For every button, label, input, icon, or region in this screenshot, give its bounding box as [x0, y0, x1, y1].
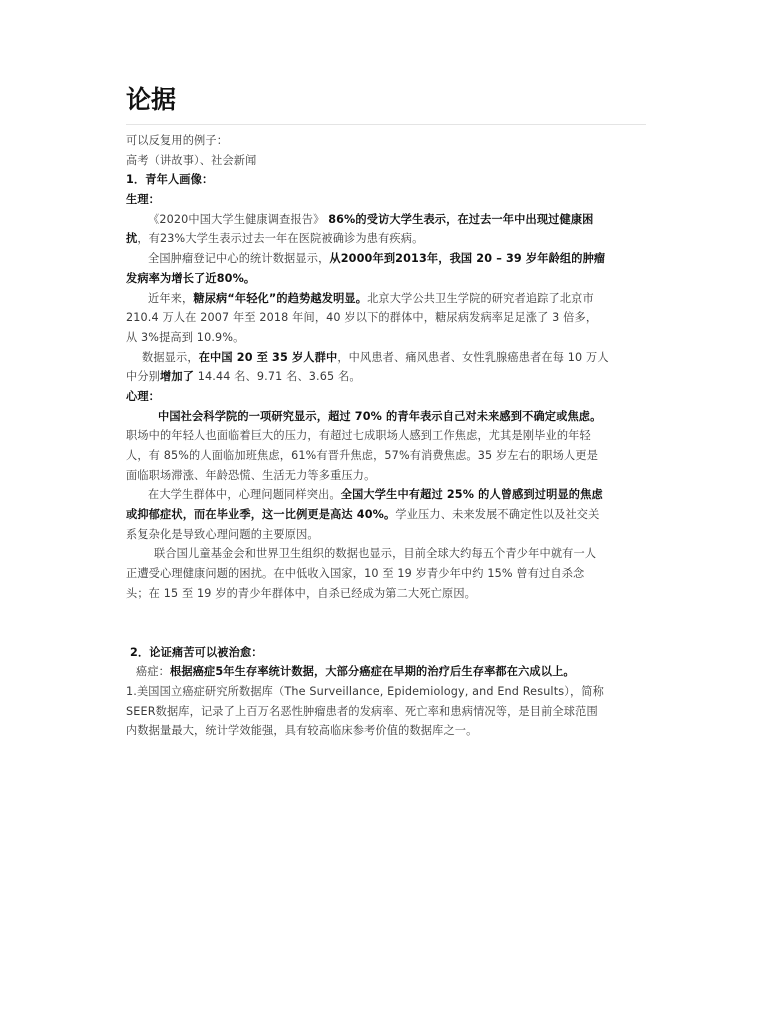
title-divider: [126, 124, 646, 125]
paragraph-students-line-2: [126, 505, 646, 525]
seer-line-1: 1.美国国立癌症研究所数据库（The Surveillance, Epidemiology, and End Results），简称: [126, 684, 604, 698]
students-highlight: 全国大学生中有超过 25% 的人曾感到过明显的焦虑: [340, 488, 603, 502]
paragraph-diabetes-line-1: [126, 289, 646, 309]
cancer-label: 癌症：: [136, 665, 171, 679]
diabetes-text: 北京大学公共卫生学院的研究者追踪了北京市: [367, 291, 594, 305]
physiology-label: 生理：: [126, 193, 161, 207]
section-1-heading: 1．青年人画像：: [126, 173, 214, 187]
paragraph-stroke-line-1: [126, 348, 646, 368]
stroke-values: 14.44 名、9.71 名、3.65 名。: [194, 370, 361, 384]
stroke-text: ，中风患者、痛风患者、女性乳腺癌患者在每 10 万人: [337, 350, 609, 364]
students-lead: 在大学生群体中，心理问题同样突出。: [148, 488, 341, 502]
tumor-text: 全国肿瘤登记中心的统计数据显示，: [148, 252, 330, 266]
cancer-highlight: 根据癌症5年生存率统计数据，大部分癌症在早期的治疗后生存率都在六成以上。: [170, 665, 575, 679]
page-title: 论据: [126, 85, 177, 114]
paragraph-students-line-1: [126, 485, 646, 505]
seer-line-3: 内数据量最大，统计学效能强，具有较高临床参考价值的数据库之一。: [126, 724, 478, 738]
paragraph-anxiety-line-2: 职场中的年轻人也面临着巨大的压力，有超过七成职场人感到工作焦虑，尤其是刚毕业的年轻: [126, 429, 591, 443]
tumor-highlight-end: 发病率为增长了近80%。: [126, 271, 256, 285]
section-2-heading: 2．论证痛苦可以被治愈：: [130, 645, 263, 659]
diabetes-lead: 近年来，: [148, 291, 194, 305]
paragraph-diabetes-line-3: 从 3%提高到 10.9%。: [126, 330, 245, 344]
paragraph-students-line-3: 系复杂化是导致心理问题的主要原因。: [126, 527, 319, 541]
paragraph-anxiety-line-4: 面临职场滞涨、年龄恐慌、生活无力等多重压力。: [126, 468, 376, 482]
diabetes-highlight: 糖尿病“年轻化”的趋势越发明显。: [193, 291, 368, 305]
seer-line-2: SEER数据库，记录了上百万名恶性肿瘤患者的发病率、死亡率和患病情况等，是目前全球范围: [126, 704, 598, 718]
tumor-highlight: 从2000年到2013年，我国 20 – 39 岁年龄组的肿瘤: [329, 252, 606, 266]
paragraph-survey-line-1: [126, 210, 646, 230]
survey-text: ，有23%大学生表示过去一年在医院被确诊为患有疾病。: [137, 232, 424, 246]
paragraph-stroke-line-2: [126, 367, 646, 387]
survey-highlight-end: 扰: [126, 232, 138, 246]
cancer-line: [126, 662, 646, 682]
stroke-highlight: 在中国 20 至 35 岁人群中: [198, 350, 338, 364]
students-highlight-2: 或抑郁症状，而在毕业季，这一比例更是高达 40%。: [126, 508, 396, 522]
paragraph-unicef-line-2: 正遭受心理健康问题的困扰。在中低收入国家，10 至 19 岁青少年中约 15% 曾有过自杀念: [126, 567, 585, 581]
paragraph-anxiety-line-1: [126, 407, 646, 427]
document-page: [126, 84, 646, 741]
stroke-lead-2: 中分别: [126, 370, 161, 384]
psychology-label: 心理：: [126, 389, 161, 403]
paragraph-anxiety-line-3: 人，有 85%的人面临加班焦虑，61%有晋升焦虑，57%有消费焦虑。35 岁左右的职场人更是: [126, 449, 599, 462]
paragraph-unicef-line-3: 头；在 15 至 19 岁的青少年群体中，自杀已经成为第二大死亡原因。: [126, 586, 477, 600]
survey-highlight: 86%的受访大学生表示，在过去一年中出现过健康困: [328, 212, 594, 226]
stroke-lead: 数据显示，: [142, 350, 199, 364]
intro-line-2: 高考（讲故事）、社会新闻: [126, 153, 257, 167]
survey-title: 《2020中国大学生健康调查报告》: [148, 212, 325, 226]
anxiety-highlight: 中国社会科学院的一项研究显示，超过 70% 的青年表示自己对未来感到不确定或焦虑。: [158, 409, 602, 423]
paragraph-tumor-line-1: [126, 249, 646, 269]
students-text: 学业压力、未来发展不确定性以及社交关: [395, 508, 600, 522]
stroke-highlight-2: 增加了: [160, 370, 195, 384]
paragraph-survey-line-2: [126, 229, 646, 249]
paragraph-unicef-line-1: 联合国儿童基金会和世界卫生组织的数据也显示，目前全球大约每五个青少年中就有一人: [154, 547, 597, 561]
paragraph-tumor-line-2: [126, 269, 646, 289]
paragraph-diabetes-line-2: 210.4 万人在 2007 年至 2018 年间，40 岁以下的群体中，糖尿病发病率足足涨了 3 倍多，: [126, 311, 598, 325]
intro-line-1: 可以反复用的例子：: [126, 134, 229, 147]
section-gap: [126, 604, 646, 643]
